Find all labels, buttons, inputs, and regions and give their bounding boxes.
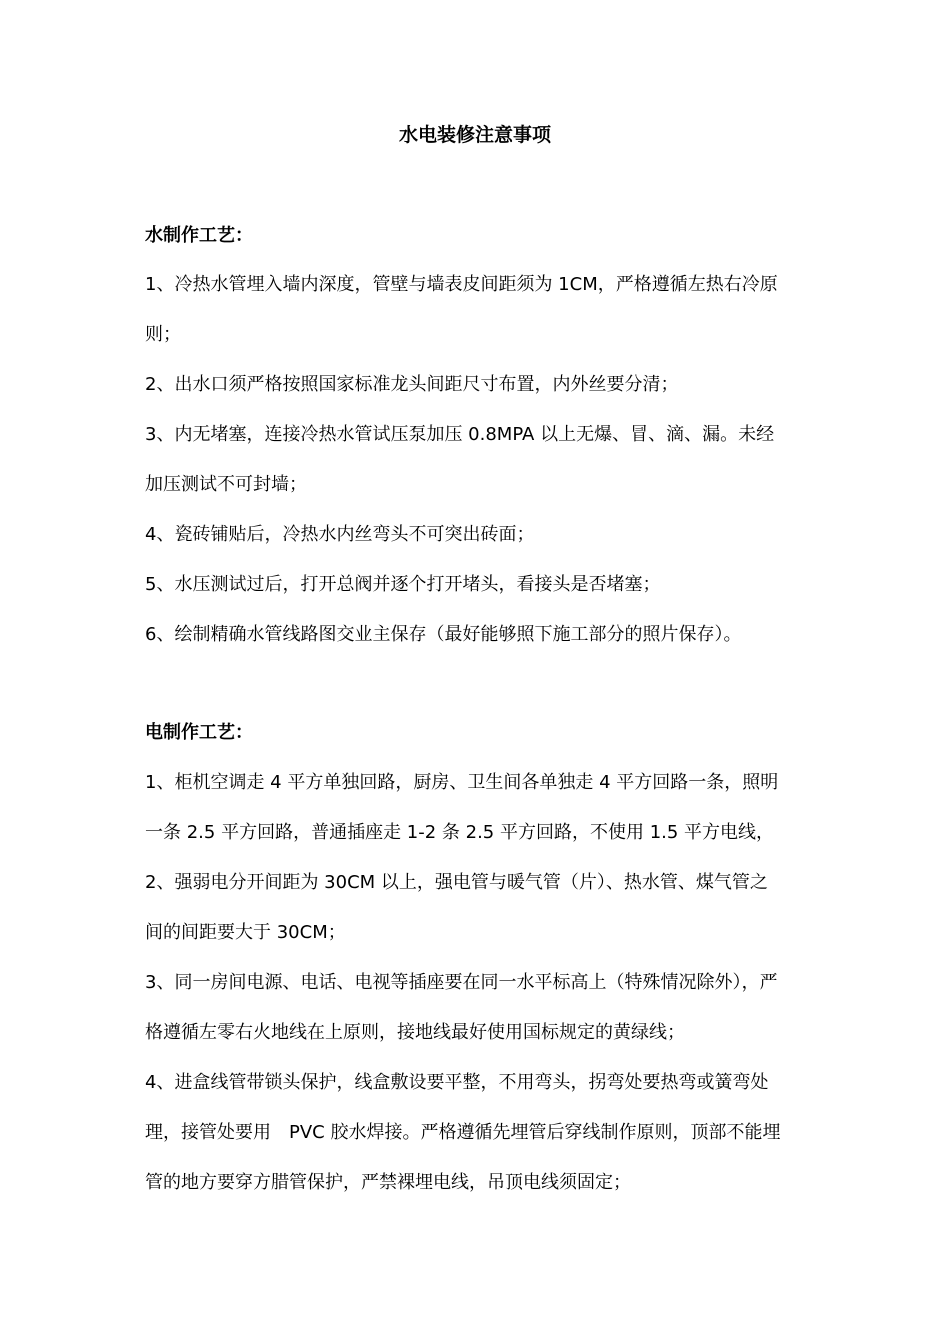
water-paragraph-line: 1、冷热水管埋入墙内深度，管壁与墙表皮间距须为 1CM，严格遵循左热右冷原 (145, 274, 778, 295)
electric-paragraph-line: 4、进盒线管带锁头保护，线盒敷设要平整，不用弯头，拐弯处要热弯或簧弯处 (145, 1072, 769, 1093)
water-paragraph-line: 5、水压测试过后，打开总阀并逐个打开堵头，看接头是否堵塞； (145, 574, 661, 595)
electric-paragraph-line: 间的间距要大于 30CM； (145, 922, 346, 943)
water-paragraph-line: 加压测试不可封墙； (145, 474, 307, 495)
water-paragraph-line: 6、绘制精确水管线路图交业主保存（最好能够照下施工部分的照片保存）。 (145, 624, 742, 645)
electric-paragraph-line: 一条 2.5 平方回路，普通插座走 1-2 条 2.5 平方回路，不使用 1.5 平方电线， (145, 822, 775, 843)
electric-paragraph-line: 格遵循左零右火地线在上原则，接地线最好使用国标规定的黄绿线； (145, 1022, 685, 1043)
electric-paragraph-line: 3、同一房间电源、电话、电视等插座要在同一水平标高上（特殊情况除外），严 (145, 972, 778, 993)
electric-paragraph-line: 2、强弱电分开间距为 30CM 以上，强电管与暖气管（片）、热水管、煤气管之 (145, 872, 768, 893)
electric-paragraph-line: 1、柜机空调走 4 平方单独回路，厨房、卫生间各单独走 4 平方回路一条，照明 (145, 772, 779, 793)
water-section-heading: 水制作工艺： (145, 225, 253, 246)
water-paragraph-line: 3、内无堵塞，连接冷热水管试压泵加压 0.8MPA 以上无爆、冒、滴、漏。未经 (145, 424, 775, 445)
water-paragraph-line: 2、出水口须严格按照国家标准龙头间距尺寸布置，内外丝要分清； (145, 374, 679, 395)
document-title: 水电装修注意事项 (398, 124, 551, 146)
electric-paragraph-line: 管的地方要穿方腊管保护，严禁裸埋电线，吊顶电线须固定； (145, 1172, 631, 1193)
water-paragraph-line: 4、瓷砖铺贴后，冷热水内丝弯头不可突出砖面； (145, 524, 535, 545)
electric-paragraph-line: 理，接管处要用 PVC 胶水焊接。严格遵循先埋管后穿线制作原则，顶部不能埋 (145, 1122, 781, 1143)
water-paragraph-line: 则； (145, 324, 181, 345)
electric-section-heading: 电制作工艺： (145, 722, 253, 743)
